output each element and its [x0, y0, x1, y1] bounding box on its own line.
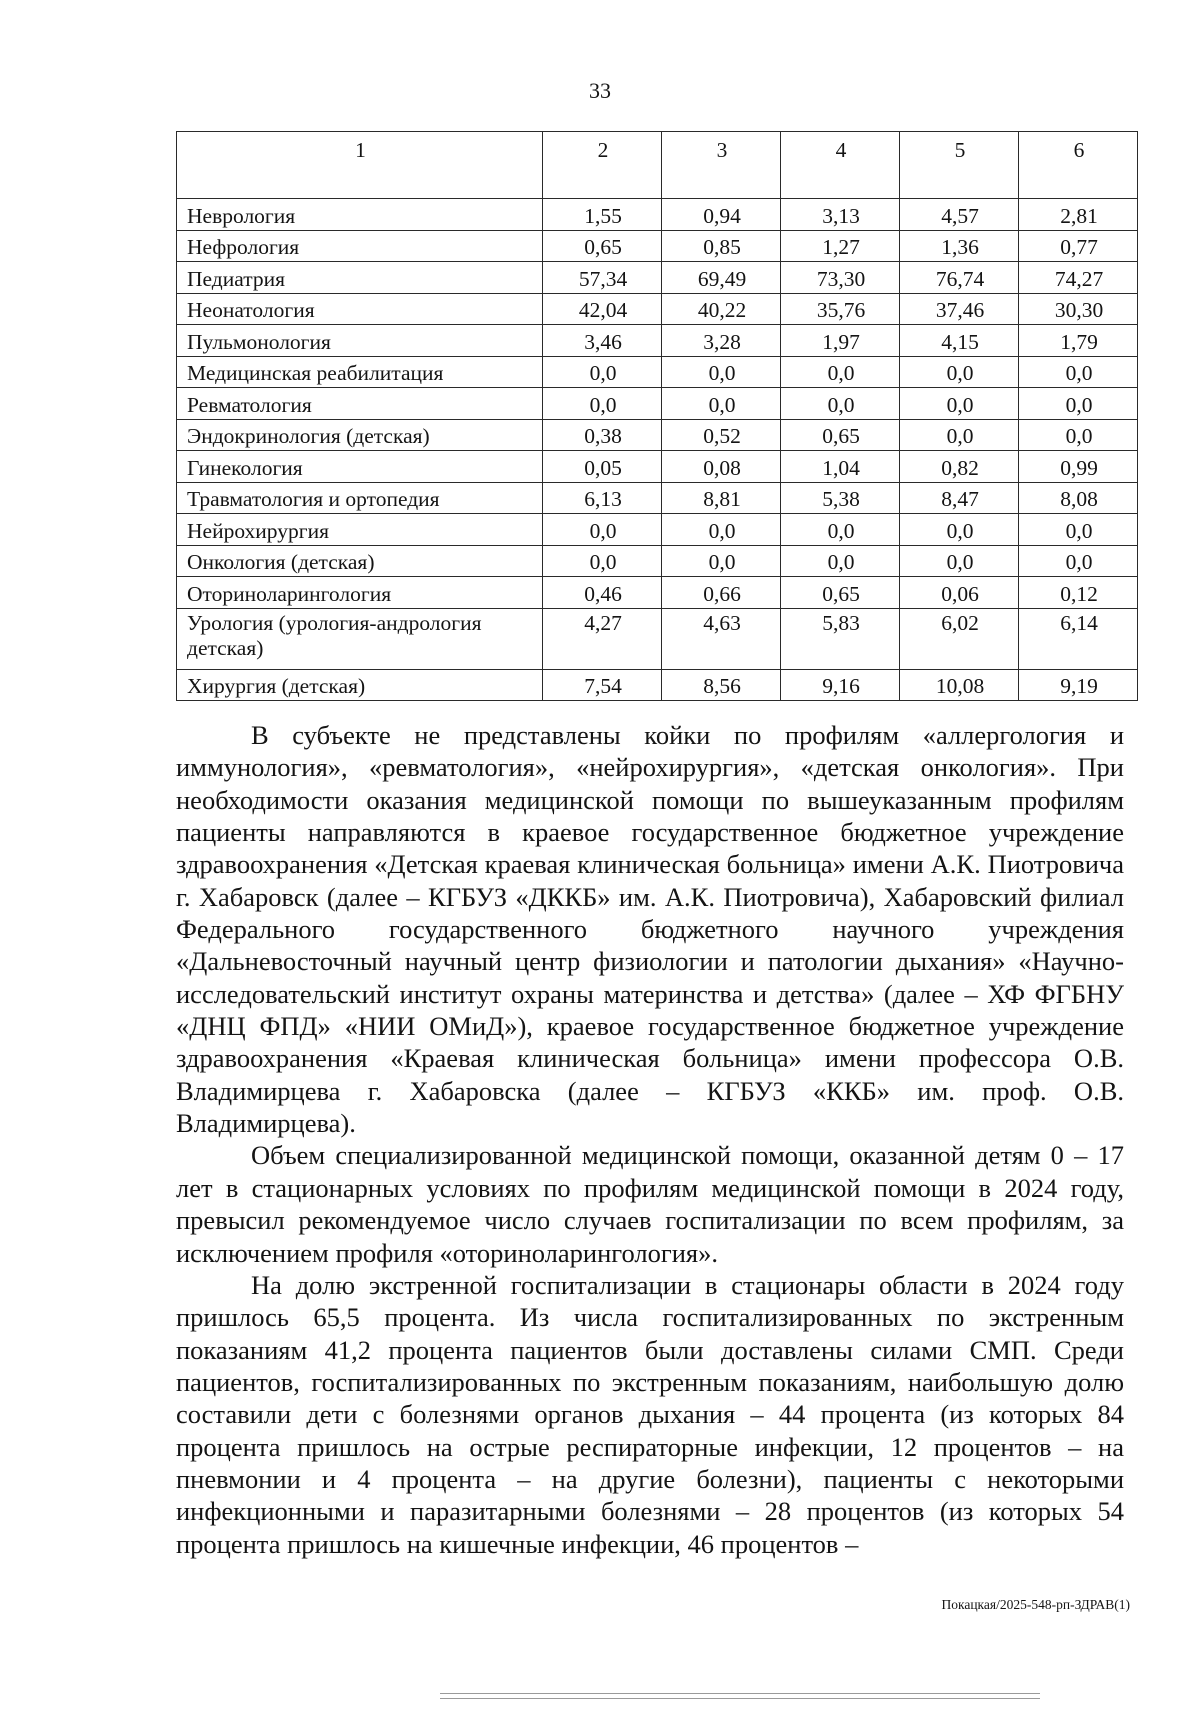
value-cell: 2,81 [1019, 199, 1138, 231]
table-row [177, 669, 1138, 701]
value-cell: 0,0 [900, 419, 1019, 451]
value-cell: 0,0 [662, 356, 781, 388]
value-cell: 0,0 [781, 356, 900, 388]
value-cell: 0,38 [543, 419, 662, 451]
value-cell: 0,65 [781, 419, 900, 451]
value-cell: 40,22 [662, 293, 781, 325]
value-cell: 69,49 [662, 262, 781, 294]
value-cell: 3,13 [781, 199, 900, 231]
value-cell: 1,97 [781, 325, 900, 357]
value-cell: 0,05 [543, 451, 662, 483]
paragraph: На долю экстренной госпитализации в стационары области в 2024 году пришлось 65,5 процента. Из числа госпитализированных по экстренным показаниям 41,2 процента пациентов были доставлены силами СМП. Среди пациентов, госпитализированных по экстренным показаниям, наибольшую долю составили дети с болезнями органов дыхания – 44 процента (из которых 84 процента пришлось на острые респираторные инфекции, 12 процентов – на пневмонии и 4 процента – на другие болезни), пациенты с некоторыми инфекционными и паразитарными болезнями – 28 процентов (из которых 54 процента пришлось на кишечные инфекции, 46 процентов – [176, 1269, 1124, 1559]
scan-edge-line [440, 1698, 1040, 1699]
table-row [177, 451, 1138, 483]
value-cell: 35,76 [781, 293, 900, 325]
table-row [177, 325, 1138, 357]
table-row [177, 514, 1138, 546]
profile-name-cell: Нефрология [177, 230, 543, 262]
value-cell: 0,06 [900, 577, 1019, 609]
value-cell: 0,0 [900, 388, 1019, 420]
value-cell: 0,0 [543, 356, 662, 388]
header-cell: 5 [900, 132, 1019, 199]
value-cell: 0,0 [781, 514, 900, 546]
value-cell: 0,66 [662, 577, 781, 609]
document-footer: Покацкая/2025-548-рп-ЗДРАВ(1) [941, 1597, 1130, 1612]
value-cell: 0,0 [1019, 388, 1138, 420]
value-cell: 5,83 [781, 608, 900, 669]
value-cell: 0,82 [900, 451, 1019, 483]
value-cell: 0,0 [781, 388, 900, 420]
profile-name-cell: Эндокринология (детская) [177, 419, 543, 451]
table-row [177, 419, 1138, 451]
header-cell: 1 [177, 132, 543, 199]
statistics-table [176, 131, 1138, 701]
value-cell: 0,0 [900, 514, 1019, 546]
value-cell: 0,0 [900, 356, 1019, 388]
value-cell: 0,0 [543, 514, 662, 546]
value-cell: 42,04 [543, 293, 662, 325]
table-row [177, 545, 1138, 577]
value-cell: 0,65 [543, 230, 662, 262]
header-cell: 6 [1019, 132, 1138, 199]
table-row [177, 577, 1138, 609]
table-row [177, 608, 1138, 669]
table-row [177, 356, 1138, 388]
value-cell: 1,55 [543, 199, 662, 231]
value-cell: 5,38 [781, 482, 900, 514]
value-cell: 57,34 [543, 262, 662, 294]
paragraph: В субъекте не представлены койки по профилям «аллергология и иммунология», «ревматология», «нейрохирургия», «детская онкология». При необходимости оказания медицинской помощи по вышеуказанным профилям пациенты направляются в краевое государственное бюджетное учреждение здравоохранения «Детская краевая клиническая больница» имени А.К. Пиотровича г. Хабаровск (далее – КГБУЗ «ДККБ» им. А.К. Пиотровича), Хабаровский филиал Федерального государственного бюджетного научного учреждения «Дальневосточный научный центр физиологии и патологии дыхания» «Научно-исследовательский институт охраны материнства и детства» (далее – ХФ ФГБНУ «ДНЦ ФПД» «НИИ ОМиД»), краевое государственное бюджетное учреждение здравоохранения «Краевая клиническая больница» имени профессора О.В. Владимирцева г. Хабаровска (далее – КГБУЗ «ККБ» им. проф. О.В. Владимирцева). [176, 720, 1124, 1139]
value-cell: 0,0 [543, 545, 662, 577]
profile-name-cell: Онкология (детская) [177, 545, 543, 577]
value-cell: 4,15 [900, 325, 1019, 357]
value-cell: 10,08 [900, 669, 1019, 701]
header-cell: 2 [543, 132, 662, 199]
value-cell: 0,99 [1019, 451, 1138, 483]
profile-name-cell: Оториноларингология [177, 577, 543, 609]
value-cell: 0,0 [1019, 356, 1138, 388]
value-cell: 9,16 [781, 669, 900, 701]
value-cell: 8,47 [900, 482, 1019, 514]
table-row [177, 199, 1138, 231]
value-cell: 0,0 [662, 388, 781, 420]
body-text [176, 719, 1124, 1560]
page-number: 33 [589, 78, 611, 103]
value-cell: 0,0 [662, 545, 781, 577]
profile-name-cell: Гинекология [177, 451, 543, 483]
profile-name-cell: Неврология [177, 199, 543, 231]
profile-name-cell: Неонатология [177, 293, 543, 325]
value-cell: 74,27 [1019, 262, 1138, 294]
profile-name-cell: Ревматология [177, 388, 543, 420]
profile-name-cell: Хирургия (детская) [177, 669, 543, 701]
value-cell: 1,04 [781, 451, 900, 483]
value-cell: 0,85 [662, 230, 781, 262]
value-cell: 4,57 [900, 199, 1019, 231]
value-cell: 0,94 [662, 199, 781, 231]
value-cell: 0,0 [543, 388, 662, 420]
value-cell: 37,46 [900, 293, 1019, 325]
value-cell: 1,36 [900, 230, 1019, 262]
value-cell: 0,08 [662, 451, 781, 483]
header-cell: 4 [781, 132, 900, 199]
profile-name-cell: Нейрохирургия [177, 514, 543, 546]
table-row [177, 388, 1138, 420]
value-cell: 1,79 [1019, 325, 1138, 357]
value-cell: 3,28 [662, 325, 781, 357]
value-cell: 0,0 [900, 545, 1019, 577]
value-cell: 0,0 [1019, 545, 1138, 577]
value-cell: 1,27 [781, 230, 900, 262]
profile-name-cell: Педиатрия [177, 262, 543, 294]
value-cell: 0,0 [781, 545, 900, 577]
table-row [177, 482, 1138, 514]
value-cell: 9,19 [1019, 669, 1138, 701]
value-cell: 4,63 [662, 608, 781, 669]
paragraph: Объем специализированной медицинской помощи, оказанной детям 0 – 17 лет в стационарных условиях по профилям медицинской помощи в 2024 году, превысил рекомендуемое число случаев госпитализации по всем профилям, за исключением профиля «оториноларингология». [176, 1140, 1124, 1268]
value-cell: 8,08 [1019, 482, 1138, 514]
profile-name-cell: Пульмонология [177, 325, 543, 357]
value-cell: 30,30 [1019, 293, 1138, 325]
value-cell: 76,74 [900, 262, 1019, 294]
value-cell: 0,12 [1019, 577, 1138, 609]
value-cell: 4,27 [543, 608, 662, 669]
table-row [177, 262, 1138, 294]
value-cell: 6,14 [1019, 608, 1138, 669]
value-cell: 0,0 [662, 514, 781, 546]
value-cell: 6,13 [543, 482, 662, 514]
scan-edge-line [440, 1693, 1040, 1694]
value-cell: 0,0 [1019, 514, 1138, 546]
value-cell: 73,30 [781, 262, 900, 294]
value-cell: 6,02 [900, 608, 1019, 669]
value-cell: 7,54 [543, 669, 662, 701]
value-cell: 0,52 [662, 419, 781, 451]
profile-name-cell: Травматология и ортопедия [177, 482, 543, 514]
header-cell: 3 [662, 132, 781, 199]
value-cell: 8,56 [662, 669, 781, 701]
value-cell: 0,46 [543, 577, 662, 609]
value-cell: 8,81 [662, 482, 781, 514]
value-cell: 0,77 [1019, 230, 1138, 262]
table-row [177, 293, 1138, 325]
table-row [177, 230, 1138, 262]
value-cell: 0,0 [1019, 419, 1138, 451]
profile-name-cell: Медицинская реабилитация [177, 356, 543, 388]
profile-name-cell: Урология (урология-андрология детская) [177, 608, 543, 669]
value-cell: 0,65 [781, 577, 900, 609]
value-cell: 3,46 [543, 325, 662, 357]
table-header-row [177, 132, 1138, 199]
